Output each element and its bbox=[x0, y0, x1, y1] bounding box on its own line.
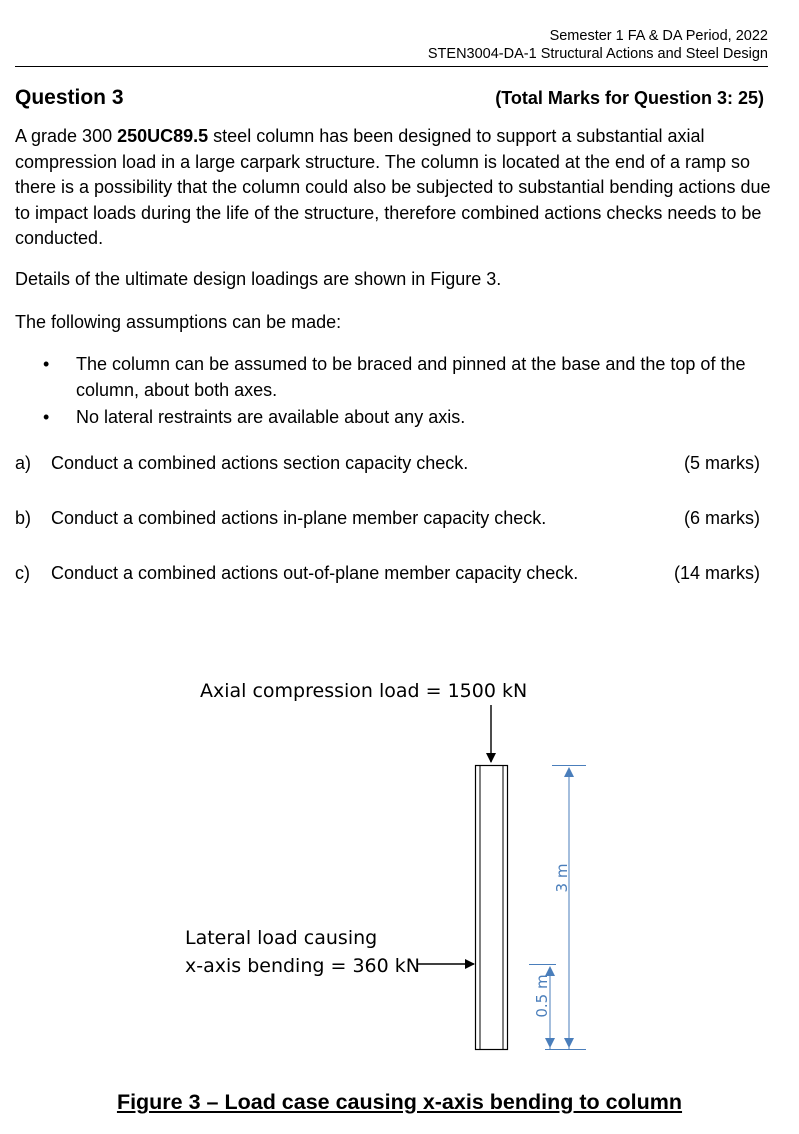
part-marks: (5 marks) bbox=[684, 453, 760, 473]
part-text: Conduct a combined actions out-of-plane member capacity check. bbox=[51, 563, 579, 583]
lateral-load-label-line1: Lateral load causing bbox=[185, 927, 378, 949]
axial-load-label: Axial compression load = 1500 kN bbox=[200, 680, 528, 702]
intro-rest: steel column has been designed to support a substantial axial compression load in a large carpark structure. The column is located at the end of a ramp so there is a possibility that the column could also be subjected to substantial bending actions due to impact loads during the life of the structure, therefore combined actions checks needs to be conducted. bbox=[15, 126, 771, 248]
assumptions-intro: The following assumptions can be made: bbox=[15, 312, 342, 332]
figure-caption: Figure 3 – Load case causing x-axis bending to column bbox=[116, 1090, 683, 1114]
part-text: Conduct a combined actions section capacity check. bbox=[51, 453, 469, 473]
part-marks: (6 marks) bbox=[684, 508, 760, 528]
lateral-load-label-line2: x-axis bending = 360 kN bbox=[185, 955, 420, 977]
question-total-marks: (Total Marks for Question 3: 25) bbox=[495, 88, 764, 108]
part-text: Conduct a combined actions in-plane member capacity check. bbox=[51, 508, 547, 528]
height-dimension-label: 3 m bbox=[553, 863, 571, 893]
intro-section-designation: 250UC89.5 bbox=[117, 126, 209, 146]
bullet-icon: • bbox=[43, 354, 50, 374]
assumption-text: No lateral restraints are available about any axis. bbox=[76, 407, 466, 427]
bullet-icon: • bbox=[43, 407, 50, 427]
question-title: Question 3 bbox=[15, 86, 124, 109]
intro-prefix: A grade 300 bbox=[15, 126, 118, 146]
header-course: STEN3004-DA-1 Structural Actions and Steel Design bbox=[427, 46, 768, 62]
part-label: c) bbox=[15, 563, 30, 583]
height-dimension bbox=[545, 766, 586, 1050]
column bbox=[476, 766, 508, 1050]
part-label: b) bbox=[15, 508, 32, 528]
details-text: Details of the ultimate design loadings are shown in Figure 3. bbox=[15, 269, 502, 289]
part-label: a) bbox=[15, 453, 32, 473]
load-height-dimension-label: 0.5 m bbox=[533, 974, 551, 1018]
part-marks: (14 marks) bbox=[673, 563, 760, 583]
header-semester: Semester 1 FA & DA Period, 2022 bbox=[549, 28, 768, 44]
assumption-text: The column can be assumed to be braced and pinned at the base and the top of the column, about both axes. bbox=[76, 354, 746, 400]
